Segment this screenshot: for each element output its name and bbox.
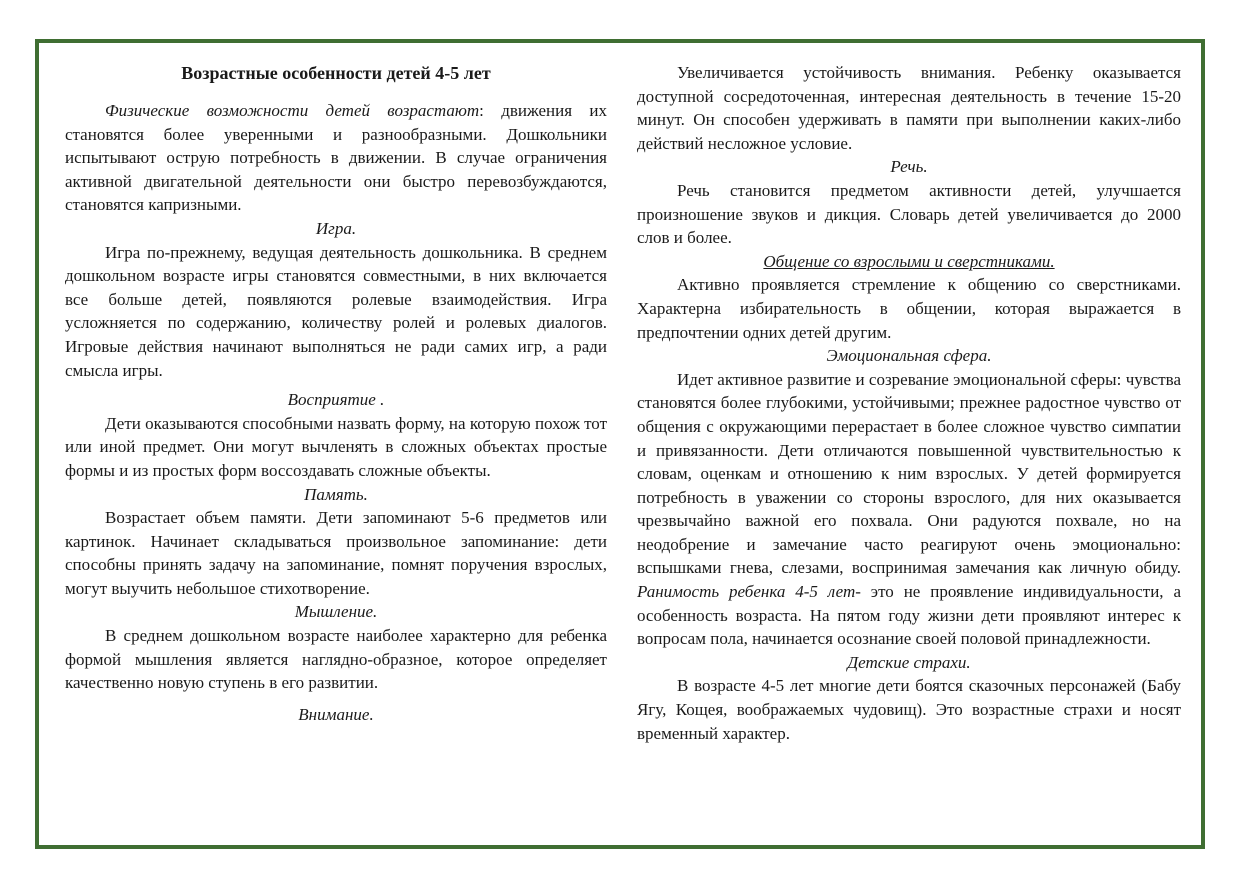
page-title: Возрастные особенности детей 4-5 лет — [181, 63, 491, 83]
perception-heading: Восприятие . — [287, 390, 385, 410]
memory-paragraph: Возрастает объем памяти. Дети запоминают 5-6 предметов или картинок. Начинает складываться произвольное запоминание: дети способны принять задачу на запоминание, помнят поручения взрослых, могут выучить небольшое стихотворение. — [65, 508, 607, 598]
game-heading: Игра. — [315, 218, 357, 238]
physical-paragraph — [65, 99, 607, 217]
communication-paragraph: Активно проявляется стремление к общению со сверстниками. Характерна избирательность в общении, которая выражается в предпочтении одних детей другим. — [637, 275, 1181, 342]
communication-heading: Общение со взрослыми и сверстниками. — [763, 251, 1055, 271]
emotional-heading: Эмоциональная сфера. — [826, 346, 992, 366]
physical-lead: Физические возможности детей возрастают — [105, 101, 480, 120]
emotional-text-1: Идет активное развитие и созревание эмоциональной сферы: чувства становятся более глубокими, устойчивыми; прежнее радостное чувство от общения с окружающими перерастает в более сложное чувство симпатии и привязанности. Дети отличаются повышенной чувствительностью к словам, оценкам и отношению к ним взрослых. У детей формируется потребность в уважении со стороны взрослого, для них оказывается чрезвычайно важной его похвала. Они радуются похвале, но на неодобрение и замечание часто реагируют очень эмоционально: вспышками гнева, слезами, воспринимая замечания как личную обиду. — [637, 369, 1181, 578]
speech-heading: Речь. — [890, 157, 928, 177]
page-frame — [35, 39, 1205, 849]
emotional-text-2: это не проявление индивидуальности, а особенность возраста. На пятом году жизни дети проявляют интерес к вопросам пола, начинается осознание своей половой принадлежности. — [637, 582, 1182, 649]
thinking-paragraph: В среднем дошкольном возрасте наиболее характерно для ребенка формой мышления является наглядно-образное, которое определяет качественно новую ступень в его развитии. — [65, 626, 607, 693]
speech-paragraph: Речь становится предметом активности детей, улучшается произношение звуков и дикция. Словарь детей увеличивается до 2000 слов и более. — [637, 180, 1181, 248]
game-paragraph: Игра по-прежнему, ведущая деятельность дошкольника. В среднем дошкольном возрасте игры становятся совместными, в них включается все больше детей, появляются ролевые взаимодействия. Игра усложняется по содержанию, количеству ролей и ролевых диалогов. Игровые действия начинают выполняться не ради самих игр, а ради смысла игры. — [65, 242, 607, 380]
memory-heading: Память. — [304, 484, 368, 504]
left-column — [65, 61, 607, 726]
physical-text: : движения их становятся более уверенными и разнообразными. Дошкольники испытывают острую потребность в движении. В случае ограничения активной двигательной деятельности они быстро перевозбуждаются, становятся капризными. — [65, 101, 607, 215]
emotional-paragraph — [637, 368, 1181, 651]
fears-heading: Детские страхи. — [847, 652, 971, 672]
attention-heading: Внимание. — [298, 704, 374, 724]
thinking-heading: Мышление. — [294, 602, 378, 622]
right-column — [637, 61, 1181, 745]
fears-paragraph: В возрасте 4-5 лет многие дети боятся сказочных персонажей (Бабу Ягу, Кощея, воображаемых чудовищ). Это возрастные страхи и носят временный характер. — [637, 676, 1181, 743]
perception-paragraph: Дети оказываются способными назвать форму, на которую похож тот или иной предмет. Они могут вычленять в сложных объектах простые формы и из простых форм воссоздавать сложные объекты. — [65, 413, 607, 480]
attention-paragraph: Увеличивается устойчивость внимания. Ребенку оказывается доступной сосредоточенная, интересная деятельность в течение 15-20 минут. Он способен удерживать в памяти при выполнении каких-либо действий несложное условие. — [637, 63, 1181, 153]
emotional-italic: Ранимость ребенка 4-5 лет- — [637, 582, 861, 602]
